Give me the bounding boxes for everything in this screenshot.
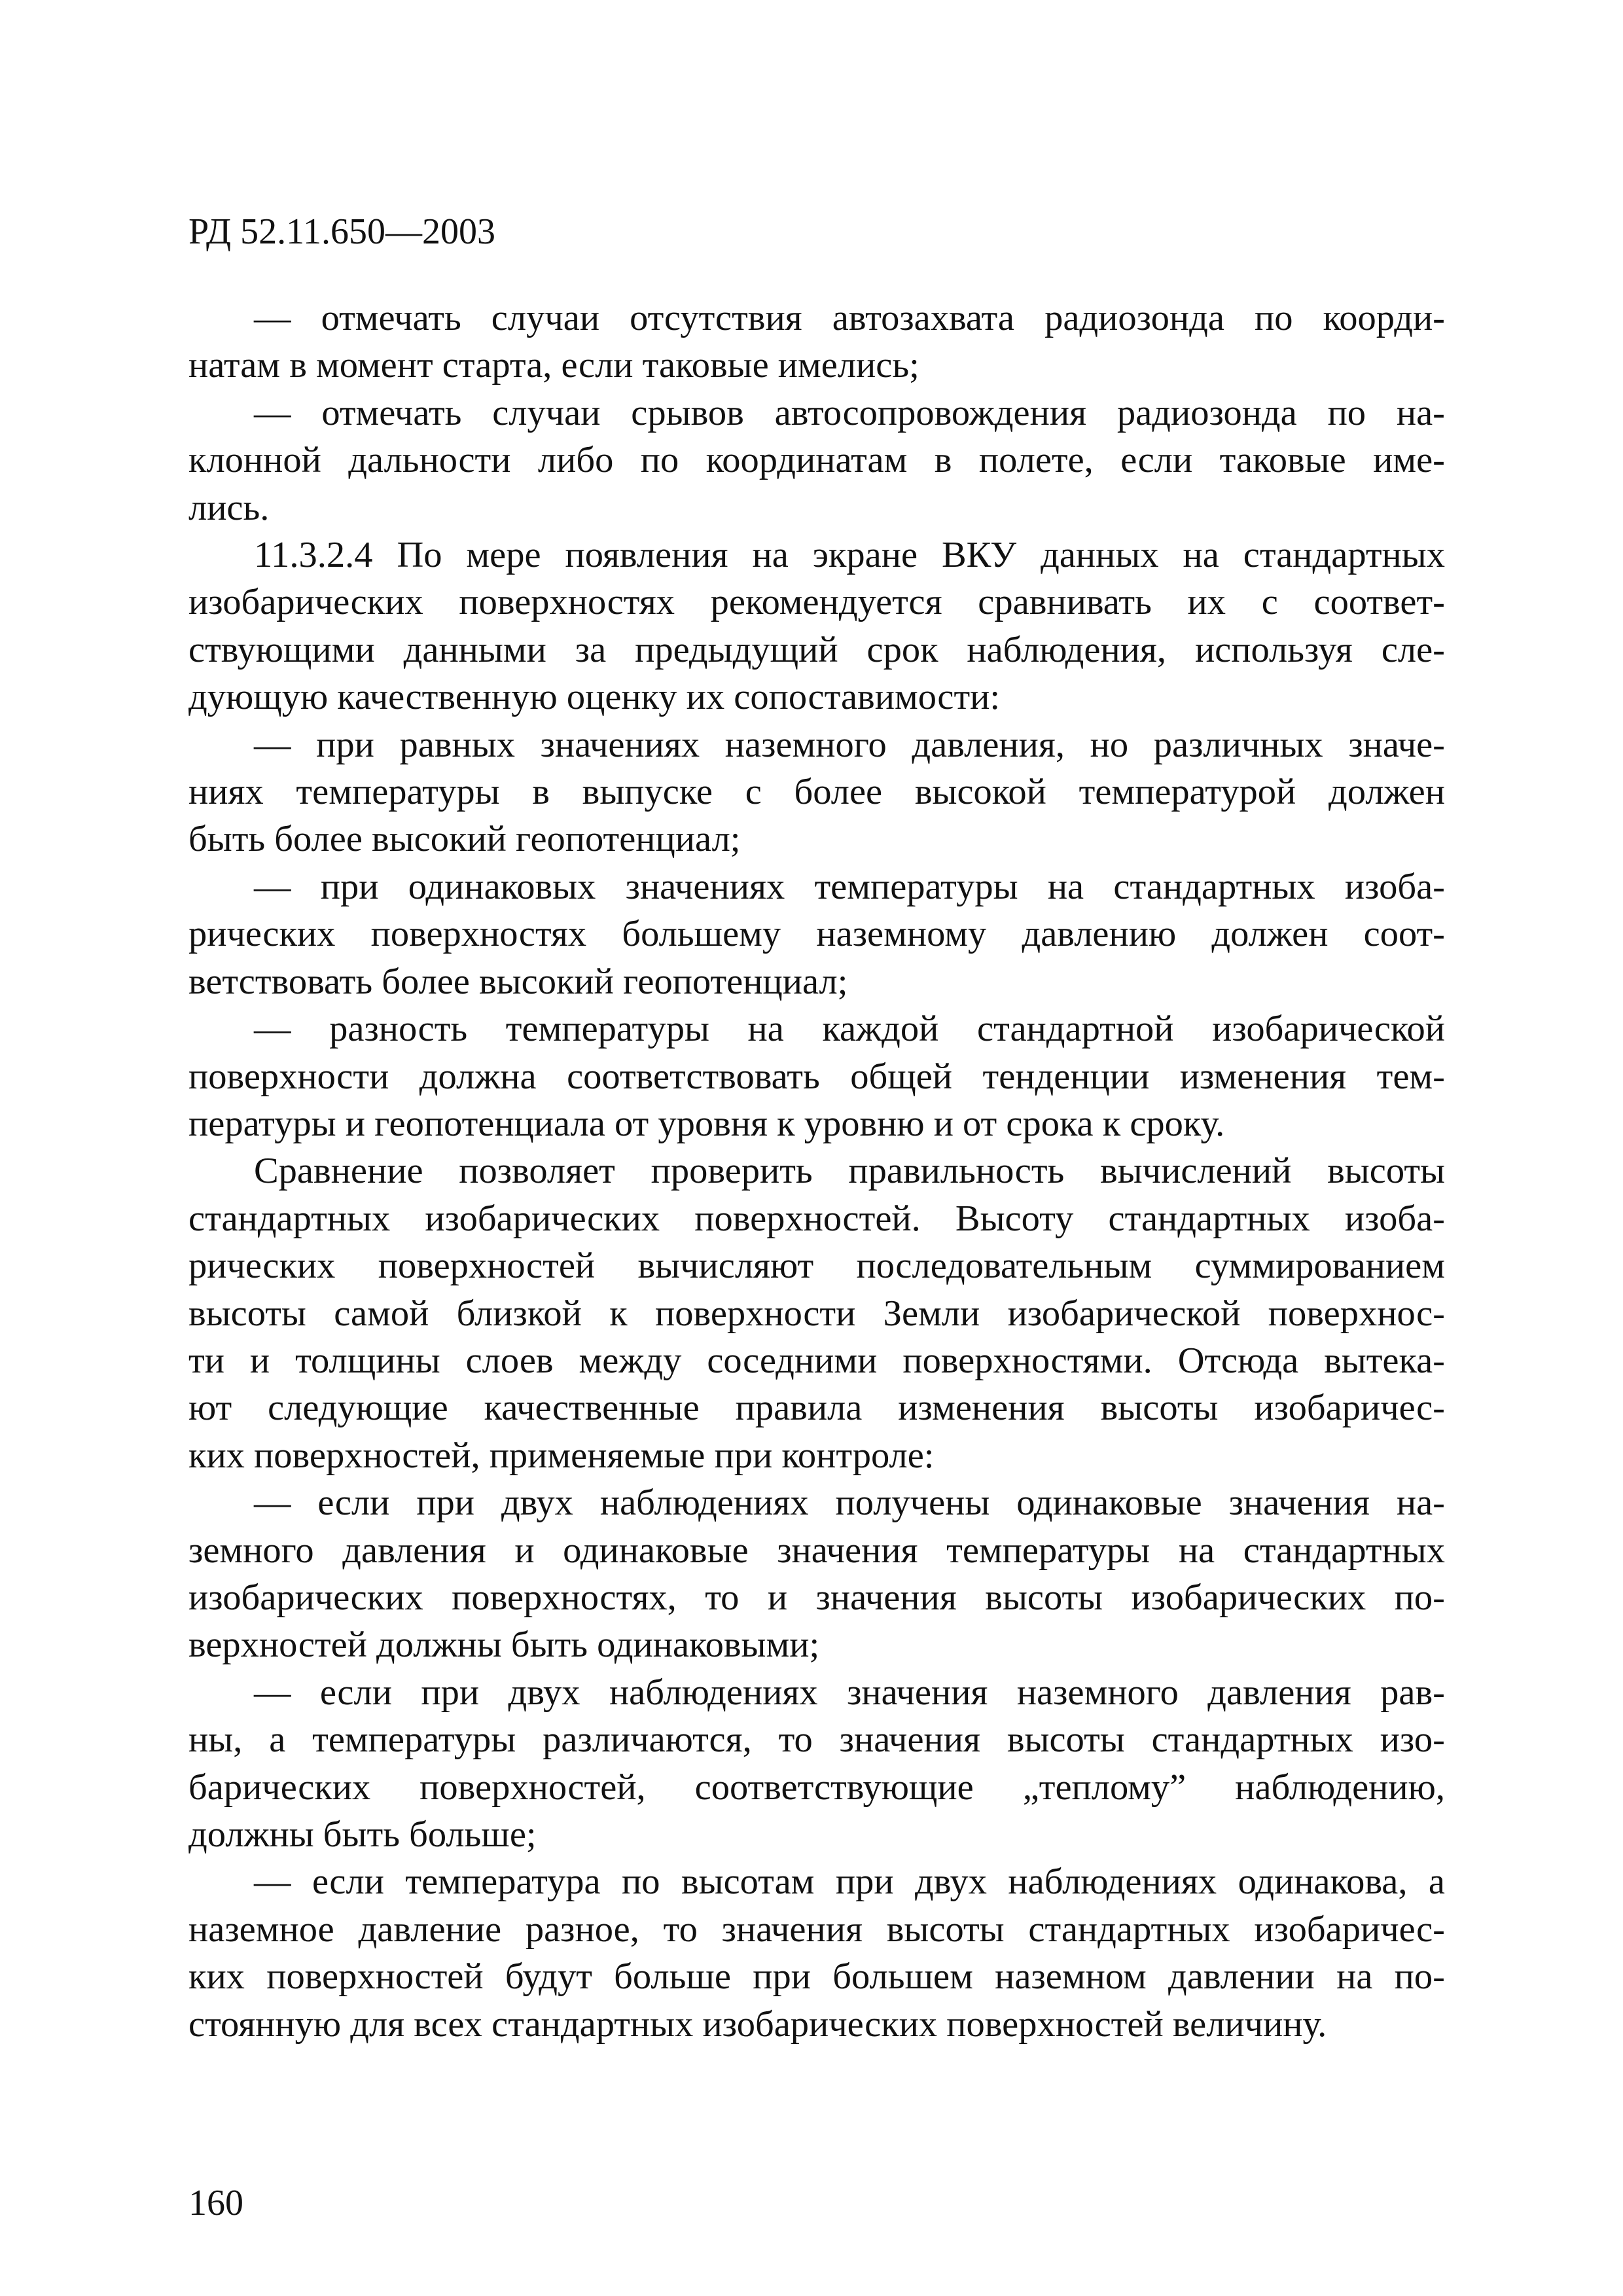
text-line: ниях температуры в выпуске с более высокой температурой должен	[188, 772, 1445, 813]
text-line: дующую качественную оценку их сопоставимости:	[188, 677, 1001, 718]
paragraph-4	[188, 721, 1445, 863]
paragraph-10	[188, 1858, 1445, 2048]
text-line: клонной дальности либо по координатам в полете, если таковые име-	[188, 440, 1445, 481]
text-line: изобарических поверхностях, то и значения высоты изобарических по-	[188, 1577, 1445, 1618]
document-header: РД 52.11.650—2003	[188, 211, 496, 252]
text-line: 11.3.2.4 По мере появления на экране ВКУ данных на стандартных	[254, 535, 1445, 576]
text-line: Сравнение позволяет проверить правильность вычислений высоты	[254, 1151, 1445, 1192]
paragraph-1	[188, 295, 1445, 389]
text-line: высоты самой близкой к поверхности Земли изобарической поверхнос-	[188, 1293, 1445, 1334]
body-text	[188, 295, 1445, 2048]
text-line: ны, а температуры различаются, то значения высоты стандартных изо-	[188, 1719, 1445, 1761]
text-line: — отмечать случаи отсутствия автозахвата радиозонда по коорди-	[254, 298, 1445, 338]
text-line: — если температура по высотам при двух наблюдениях одинакова, а	[254, 1861, 1445, 1903]
text-line: рических поверхностей вычисляют последовательным суммированием	[188, 1246, 1445, 1287]
text-line: рических поверхностях большему наземному давлению должен соот-	[188, 914, 1445, 955]
text-line: быть более высокий геопотенциал;	[188, 819, 741, 860]
text-line: — при одинаковых значениях температуры на стандартных изоба-	[254, 866, 1445, 907]
text-line: ти и толщины слоев между соседними поверхностями. Отсюда вытека-	[188, 1340, 1445, 1381]
text-line: ветствовать более высокий геопотенциал;	[188, 961, 848, 1002]
text-line: лись.	[188, 487, 270, 528]
paragraph-2	[188, 389, 1445, 531]
text-line: — если при двух наблюдениях значения наземного давления рав-	[254, 1672, 1445, 1713]
text-line: натам в момент старта, если таковые имелись;	[188, 345, 919, 386]
text-line: стандартных изобарических поверхностей. Высоту стандартных изоба-	[188, 1198, 1445, 1239]
text-line: стоянную для всех стандартных изобарических поверхностей величину.	[188, 2003, 1327, 2045]
text-line: верхностей должны быть одинаковыми;	[188, 1624, 820, 1666]
text-line: пературы и геопотенциала от уровня к уровню и от срока к сроку.	[188, 1103, 1225, 1144]
text-line: — разность температуры на каждой стандартной изобарической	[254, 1009, 1445, 1050]
paragraph-6	[188, 1005, 1445, 1147]
page-number: 160	[188, 2183, 243, 2223]
paragraph-5	[188, 863, 1445, 1005]
text-line: ких поверхностей, применяемые при контроле:	[188, 1435, 935, 1476]
text-line: изобарических поверхностях рекомендуется сравнивать их с соответ-	[188, 582, 1445, 623]
text-line: должны быть больше;	[188, 1814, 537, 1855]
text-line: наземное давление разное, то значения высоты стандартных изобаричес-	[188, 1909, 1445, 1950]
text-line: ют следующие качественные правила изменения высоты изобаричес-	[188, 1388, 1445, 1429]
text-line: земного давления и одинаковые значения температуры на стандартных	[188, 1530, 1445, 1571]
paragraph-7	[188, 1147, 1445, 1479]
text-line: ких поверхностей будут больше при большем наземном давлении на по-	[188, 1956, 1445, 1998]
text-line: ствующими данными за предыдущий срок наблюдения, используя сле-	[188, 629, 1445, 670]
paragraph-8	[188, 1479, 1445, 1669]
paragraph-3	[188, 531, 1445, 721]
text-line: поверхности должна соответствовать общей тенденции изменения тем-	[188, 1056, 1445, 1097]
text-line: барических поверхностей, соответствующие „теплому” наблюдению,	[188, 1767, 1445, 1808]
text-line: — при равных значениях наземного давления, но различных значе-	[254, 724, 1445, 765]
text-line: — отмечать случаи срывов автосопровождения радиозонда по на-	[254, 392, 1445, 433]
text-line: — если при двух наблюдениях получены одинаковые значения на-	[254, 1482, 1445, 1524]
paragraph-9	[188, 1669, 1445, 1859]
